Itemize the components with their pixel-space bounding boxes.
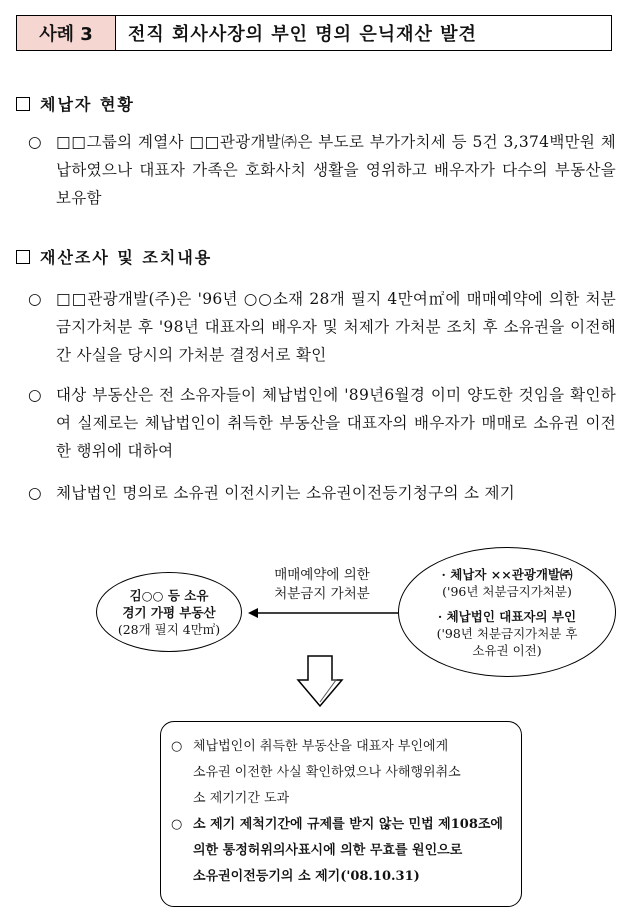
list-item <box>16 479 616 507</box>
case-title-box <box>16 15 612 51</box>
ellipse-line: 소유권 이전) <box>472 642 542 658</box>
result-box <box>160 721 522 907</box>
ellipse-line: ('96년 처분금지가처분) <box>442 583 572 599</box>
result-line: 소유권 이전한 사실 확인하였으나 사해행위취소 <box>193 765 461 780</box>
circle-bullet-icon: ○ <box>171 817 183 832</box>
ellipse-line: 김○○ 등 소유 <box>129 587 209 603</box>
right-debtor-ellipse <box>398 547 616 677</box>
arrow-label <box>252 566 392 604</box>
list-item <box>16 128 616 212</box>
bullet-text: □□그룹의 계열사 □□관광개발㈜은 부도로 부가가치세 등 5건 3,374백만원 체납하였으나 대표자 가족은 호화사치 생활을 영위하고 배우자가 다수의 부동산을 보유함 <box>56 133 616 207</box>
bullet-text: 체납법인 명의로 소유권 이전시키는 소유권이전등기청구의 소 제기 <box>56 484 516 502</box>
ellipse-line: ('98년 처분금지가처분 후 <box>436 625 578 641</box>
result-line: 체납법인이 취득한 부동산을 대표자 부인에게 <box>193 739 449 754</box>
arrow-label-line: 처분금지 가처분 <box>274 586 370 602</box>
section-heading-text: 재산조사 및 조치내용 <box>40 248 213 267</box>
ellipse-line: (28개 필지 4만㎡) <box>117 621 221 637</box>
section-heading-text: 체납자 현황 <box>40 95 135 114</box>
circle-bullet-icon: ○ <box>28 386 42 404</box>
result-line: 소유권이전등기의 소 제기('08.10.31) <box>193 869 420 884</box>
left-arrow-icon <box>248 606 400 620</box>
ellipse-line: 경기 가평 부동산 <box>122 604 216 620</box>
circle-bullet-icon: ○ <box>171 739 183 754</box>
circle-bullet-icon: ○ <box>28 290 42 308</box>
bullet-text: 대상 부동산은 전 소유자들이 체납법인에 '89년6월경 이미 양도한 것임을 확인하여 실제로는 체납법인이 취득한 부동산을 대표자의 배우자가 매매로 소유권 이전한 행위에 대하여 <box>56 386 616 460</box>
result-line: 소 제기기간 도과 <box>193 791 290 806</box>
result-line: 소 제기 제척기간에 규제를 받지 않는 민법 제108조에 <box>193 817 503 832</box>
down-arrow-icon <box>296 654 344 708</box>
result-line: 의한 통정허위의사표시에 의한 무효를 원인으로 <box>193 843 463 858</box>
result-item <box>171 734 511 812</box>
arrow-label-line: 매매예약에 의한 <box>274 567 370 583</box>
ellipse-line: · 체납법인 대표자의 부인 <box>437 608 577 624</box>
square-bullet-icon <box>16 97 30 111</box>
square-bullet-icon <box>16 250 30 264</box>
list-item <box>16 381 616 465</box>
list-item <box>16 285 616 369</box>
ellipse-line: · 체납자 ××관광개발㈜ <box>441 566 573 582</box>
circle-bullet-icon: ○ <box>28 133 42 151</box>
section-heading-investigation <box>16 245 212 268</box>
circle-bullet-icon: ○ <box>28 484 42 502</box>
result-item <box>171 812 511 890</box>
section-heading-status <box>16 92 135 115</box>
case-title: 전직 회사사장의 부인 명의 은닉재산 발견 <box>128 24 477 45</box>
case-tag: 사례 3 <box>17 16 116 50</box>
left-property-ellipse <box>96 572 242 652</box>
bullet-text: □□관광개발(주)은 '96년 ○○소재 28개 필지 4만여㎡에 매매예약에 의한 처분금지가처분 후 '98년 대표자의 배우자 및 처제가 가처분 조치 후 소유권을 이전해 간 사실을 당시의 가처분 결정서로 확인 <box>56 290 616 364</box>
